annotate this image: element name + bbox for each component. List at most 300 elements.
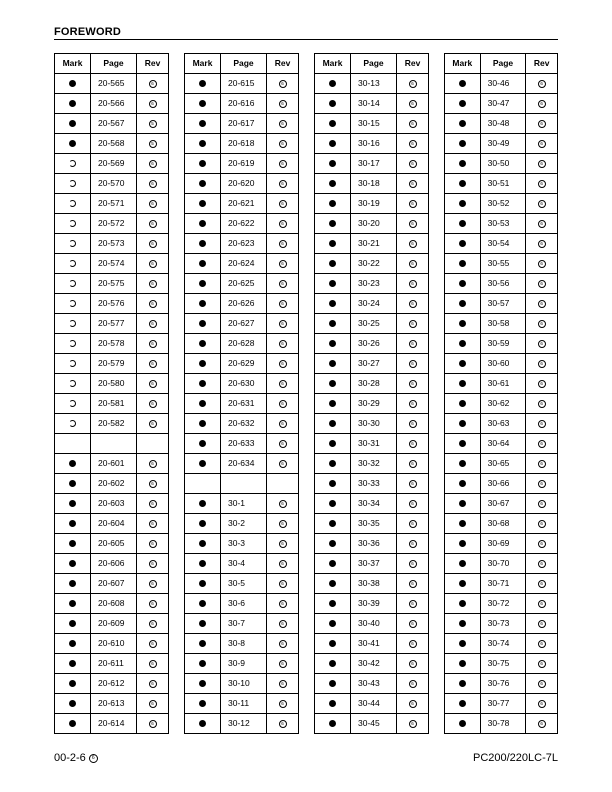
page-cell: 30-17 bbox=[351, 154, 397, 174]
revision-number-mark: 6 bbox=[409, 600, 417, 608]
filled-circle-mark-icon bbox=[459, 700, 466, 707]
rev-cell bbox=[397, 74, 429, 94]
table-row bbox=[445, 574, 558, 594]
page-cell: 30-13 bbox=[351, 74, 397, 94]
page-cell: 20-625 bbox=[221, 274, 267, 294]
page-cell: 20-617 bbox=[221, 114, 267, 134]
filled-circle-mark-icon bbox=[459, 360, 466, 367]
page-cell: 30-31 bbox=[351, 434, 397, 454]
table-row bbox=[185, 554, 299, 574]
table-row bbox=[185, 534, 299, 554]
mark-cell bbox=[55, 474, 91, 494]
table-row bbox=[315, 74, 429, 94]
revision-number-mark: 6 bbox=[538, 260, 546, 268]
rev-cell bbox=[267, 414, 299, 434]
page-cell: 30-73 bbox=[480, 614, 526, 634]
mark-cell bbox=[315, 434, 351, 454]
mark-cell bbox=[445, 334, 481, 354]
revision-number-mark: 6 bbox=[409, 680, 417, 688]
mark-cell bbox=[185, 434, 221, 454]
page-cell: 30-6 bbox=[221, 594, 267, 614]
mark-cell bbox=[55, 434, 91, 454]
rev-cell bbox=[267, 194, 299, 214]
revision-number-mark: 6 bbox=[538, 440, 546, 448]
mark-cell bbox=[445, 394, 481, 414]
revision-number-mark: 6 bbox=[149, 560, 157, 568]
rev-cell bbox=[397, 474, 429, 494]
revision-number-mark: 6 bbox=[279, 440, 287, 448]
filled-circle-mark-icon bbox=[329, 320, 336, 327]
filled-circle-mark-icon bbox=[329, 340, 336, 347]
page-cell: 30-25 bbox=[351, 314, 397, 334]
rev-cell bbox=[526, 594, 558, 614]
rev-cell bbox=[526, 654, 558, 674]
revision-number-mark: 6 bbox=[538, 360, 546, 368]
revision-number-mark: 5 bbox=[149, 120, 157, 128]
filled-circle-mark-icon bbox=[199, 500, 206, 507]
rev-cell bbox=[137, 94, 169, 114]
table-row bbox=[315, 354, 429, 374]
open-circle-mark-icon bbox=[69, 420, 76, 427]
revision-number-mark: 6 bbox=[409, 360, 417, 368]
revision-number-mark: 6 bbox=[279, 720, 287, 728]
open-circle-mark-icon bbox=[69, 180, 76, 187]
filled-circle-mark-icon bbox=[459, 260, 466, 267]
table-row bbox=[185, 134, 299, 154]
rev-cell bbox=[397, 254, 429, 274]
revision-number-mark: 6 bbox=[279, 680, 287, 688]
page-cell: 30-64 bbox=[480, 434, 526, 454]
page-cell: 30-72 bbox=[480, 594, 526, 614]
table-row bbox=[185, 374, 299, 394]
revision-number-mark: 6 bbox=[279, 540, 287, 548]
mark-cell bbox=[445, 694, 481, 714]
open-circle-mark-icon bbox=[69, 400, 76, 407]
open-circle-mark-icon bbox=[69, 240, 76, 247]
page-cell: 20-609 bbox=[91, 614, 137, 634]
mark-cell bbox=[185, 114, 221, 134]
rev-cell bbox=[137, 494, 169, 514]
rev-cell bbox=[526, 194, 558, 214]
filled-circle-mark-icon bbox=[199, 340, 206, 347]
page-cell: 30-8 bbox=[221, 634, 267, 654]
revision-number-mark: 6 bbox=[149, 80, 157, 88]
table-row bbox=[185, 474, 299, 494]
revision-table-4 bbox=[444, 53, 558, 734]
page-cell: 30-22 bbox=[351, 254, 397, 274]
mark-cell bbox=[315, 394, 351, 414]
rev-cell bbox=[526, 534, 558, 554]
mark-cell bbox=[445, 354, 481, 374]
mark-cell bbox=[185, 454, 221, 474]
filled-circle-mark-icon bbox=[199, 200, 206, 207]
rev-cell bbox=[397, 714, 429, 734]
rev-column-header: Rev bbox=[397, 54, 429, 74]
revision-number-mark: 6 bbox=[409, 380, 417, 388]
revision-number-mark: 6 bbox=[149, 460, 157, 468]
rev-cell bbox=[267, 654, 299, 674]
table-row bbox=[55, 234, 169, 254]
table-row bbox=[315, 374, 429, 394]
table-row bbox=[315, 154, 429, 174]
page-column-header: Page bbox=[480, 54, 526, 74]
page-cell: 30-3 bbox=[221, 534, 267, 554]
page-cell: 30-18 bbox=[351, 174, 397, 194]
revision-number-mark: 6 bbox=[409, 260, 417, 268]
page-cell: 20-604 bbox=[91, 514, 137, 534]
table-row bbox=[445, 254, 558, 274]
revision-number-mark: 6 bbox=[409, 140, 417, 148]
rev-cell bbox=[267, 394, 299, 414]
rev-cell bbox=[137, 294, 169, 314]
page-cell: 30-60 bbox=[480, 354, 526, 374]
table-row bbox=[445, 234, 558, 254]
revision-number-mark: 6 bbox=[149, 340, 157, 348]
filled-circle-mark-icon bbox=[199, 320, 206, 327]
page-cell: 30-55 bbox=[480, 254, 526, 274]
table-row bbox=[315, 234, 429, 254]
page-cell: 20-570 bbox=[91, 174, 137, 194]
filled-circle-mark-icon bbox=[329, 660, 336, 667]
page-column-header: Page bbox=[91, 54, 137, 74]
page-cell: 20-628 bbox=[221, 334, 267, 354]
rev-cell bbox=[137, 674, 169, 694]
filled-circle-mark-icon bbox=[199, 180, 206, 187]
open-circle-mark-icon bbox=[69, 260, 76, 267]
revision-number-mark: 6 bbox=[149, 180, 157, 188]
table-row bbox=[445, 494, 558, 514]
revision-number-mark: 6 bbox=[279, 380, 287, 388]
mark-cell bbox=[315, 94, 351, 114]
page-cell: 20-614 bbox=[91, 714, 137, 734]
rev-cell bbox=[526, 174, 558, 194]
page-cell: 20-577 bbox=[91, 314, 137, 334]
rev-cell bbox=[137, 614, 169, 634]
page-cell: 30-69 bbox=[480, 534, 526, 554]
mark-column-header: Mark bbox=[445, 54, 481, 74]
rev-cell bbox=[397, 114, 429, 134]
mark-cell bbox=[445, 94, 481, 114]
table-row bbox=[55, 94, 169, 114]
filled-circle-mark-icon bbox=[459, 300, 466, 307]
mark-cell bbox=[55, 74, 91, 94]
revision-number-mark: 6 bbox=[409, 220, 417, 228]
table-row bbox=[55, 474, 169, 494]
table-row bbox=[55, 374, 169, 394]
rev-column-header: Rev bbox=[137, 54, 169, 74]
rev-cell bbox=[397, 134, 429, 154]
rev-cell bbox=[267, 614, 299, 634]
filled-circle-mark-icon bbox=[329, 380, 336, 387]
table-row bbox=[315, 594, 429, 614]
page-cell: 20-616 bbox=[221, 94, 267, 114]
table-row bbox=[55, 74, 169, 94]
revision-number-mark: 6 bbox=[409, 80, 417, 88]
revision-number-mark: 6 bbox=[538, 200, 546, 208]
table-row bbox=[185, 334, 299, 354]
filled-circle-mark-icon bbox=[69, 140, 76, 147]
revision-number-mark: 6 bbox=[538, 540, 546, 548]
page-cell: 30-45 bbox=[351, 714, 397, 734]
rev-cell bbox=[526, 634, 558, 654]
rev-cell bbox=[267, 174, 299, 194]
rev-cell bbox=[137, 454, 169, 474]
rev-cell bbox=[526, 374, 558, 394]
revision-number-mark: 6 bbox=[538, 420, 546, 428]
rev-column-header: Rev bbox=[526, 54, 558, 74]
rev-cell bbox=[526, 714, 558, 734]
revision-number-mark: 6 bbox=[538, 240, 546, 248]
revision-number-mark: 6 bbox=[149, 600, 157, 608]
mark-cell bbox=[315, 134, 351, 154]
page-cell: 20-620 bbox=[221, 174, 267, 194]
page-cell: 30-59 bbox=[480, 334, 526, 354]
rev-cell bbox=[137, 654, 169, 674]
revision-number-mark: 6 bbox=[279, 620, 287, 628]
mark-column-header: Mark bbox=[315, 54, 351, 74]
table-row bbox=[55, 494, 169, 514]
mark-cell bbox=[55, 454, 91, 474]
table-row bbox=[445, 454, 558, 474]
mark-cell bbox=[445, 554, 481, 574]
mark-cell bbox=[315, 74, 351, 94]
table-row bbox=[55, 294, 169, 314]
table-row bbox=[185, 494, 299, 514]
revision-number-mark: 6 bbox=[149, 640, 157, 648]
rev-cell bbox=[526, 254, 558, 274]
mark-cell bbox=[445, 274, 481, 294]
filled-circle-mark-icon bbox=[329, 620, 336, 627]
table-row bbox=[185, 274, 299, 294]
page-cell: 30-20 bbox=[351, 214, 397, 234]
mark-cell bbox=[185, 174, 221, 194]
revision-number-mark: 6 bbox=[149, 700, 157, 708]
rev-cell bbox=[137, 434, 169, 454]
revision-number-mark: 6 bbox=[409, 320, 417, 328]
revision-number-mark: 6 bbox=[279, 320, 287, 328]
rev-cell bbox=[397, 674, 429, 694]
revision-table-2 bbox=[184, 53, 299, 734]
footer-page-number bbox=[54, 752, 98, 764]
table-row bbox=[445, 194, 558, 214]
table-row bbox=[55, 114, 169, 134]
mark-cell bbox=[315, 254, 351, 274]
revision-number-mark: 6 bbox=[409, 500, 417, 508]
filled-circle-mark-icon bbox=[329, 400, 336, 407]
table-row bbox=[445, 74, 558, 94]
revision-number-mark: 6 bbox=[149, 420, 157, 428]
filled-circle-mark-icon bbox=[199, 240, 206, 247]
filled-circle-mark-icon bbox=[69, 120, 76, 127]
mark-column-header: Mark bbox=[55, 54, 91, 74]
mark-cell bbox=[315, 454, 351, 474]
page-cell: 30-70 bbox=[480, 554, 526, 574]
page-cell: 30-49 bbox=[480, 134, 526, 154]
revision-number-mark: 6 bbox=[409, 420, 417, 428]
table-row bbox=[445, 294, 558, 314]
table-row bbox=[445, 714, 558, 734]
page-cell: 30-44 bbox=[351, 694, 397, 714]
page-cell: 30-28 bbox=[351, 374, 397, 394]
mark-cell bbox=[185, 154, 221, 174]
page-cell: 30-10 bbox=[221, 674, 267, 694]
table-row bbox=[445, 354, 558, 374]
filled-circle-mark-icon bbox=[329, 220, 336, 227]
rev-cell bbox=[267, 114, 299, 134]
filled-circle-mark-icon bbox=[459, 160, 466, 167]
page-cell: 30-2 bbox=[221, 514, 267, 534]
rev-cell bbox=[137, 694, 169, 714]
table-row bbox=[315, 614, 429, 634]
rev-cell bbox=[526, 394, 558, 414]
page-cell: 30-63 bbox=[480, 414, 526, 434]
revision-number-mark: 6 bbox=[409, 520, 417, 528]
filled-circle-mark-icon bbox=[69, 600, 76, 607]
revision-number-mark: 6 bbox=[409, 620, 417, 628]
page-cell: 20-606 bbox=[91, 554, 137, 574]
table-header-row bbox=[315, 54, 429, 74]
table-row bbox=[315, 454, 429, 474]
filled-circle-mark-icon bbox=[329, 100, 336, 107]
rev-cell bbox=[397, 294, 429, 314]
page-cell: 30-21 bbox=[351, 234, 397, 254]
rev-cell bbox=[526, 574, 558, 594]
filled-circle-mark-icon bbox=[459, 560, 466, 567]
filled-circle-mark-icon bbox=[69, 520, 76, 527]
page-cell: 30-34 bbox=[351, 494, 397, 514]
mark-cell bbox=[315, 614, 351, 634]
filled-circle-mark-icon bbox=[329, 160, 336, 167]
revision-number-mark: 6 bbox=[538, 180, 546, 188]
rev-cell bbox=[526, 434, 558, 454]
mark-cell bbox=[185, 214, 221, 234]
revision-number-mark: 6 bbox=[409, 480, 417, 488]
filled-circle-mark-icon bbox=[459, 320, 466, 327]
page-cell: 20-621 bbox=[221, 194, 267, 214]
rev-cell bbox=[267, 554, 299, 574]
table-row bbox=[315, 394, 429, 414]
page-cell: 20-574 bbox=[91, 254, 137, 274]
revision-number-mark: 6 bbox=[279, 100, 287, 108]
rev-cell bbox=[397, 694, 429, 714]
mark-cell bbox=[55, 674, 91, 694]
filled-circle-mark-icon bbox=[329, 300, 336, 307]
page-cell: 20-578 bbox=[91, 334, 137, 354]
mark-cell bbox=[55, 194, 91, 214]
revision-number-mark: 6 bbox=[279, 360, 287, 368]
revision-number-mark: 6 bbox=[279, 140, 287, 148]
revision-number-mark: 6 bbox=[538, 680, 546, 688]
revision-number-mark: 6 bbox=[149, 720, 157, 728]
filled-circle-mark-icon bbox=[459, 240, 466, 247]
page-title: FOREWORD bbox=[54, 26, 121, 38]
table-header-row bbox=[185, 54, 299, 74]
table-row bbox=[315, 134, 429, 154]
table-row bbox=[445, 174, 558, 194]
revision-number-mark: 6 bbox=[409, 120, 417, 128]
mark-cell bbox=[55, 94, 91, 114]
table-row bbox=[445, 594, 558, 614]
revision-number-mark: 6 bbox=[279, 340, 287, 348]
rev-cell bbox=[397, 334, 429, 354]
table-row bbox=[445, 414, 558, 434]
mark-cell bbox=[185, 654, 221, 674]
table-row bbox=[185, 694, 299, 714]
table-row bbox=[185, 714, 299, 734]
filled-circle-mark-icon bbox=[199, 520, 206, 527]
rev-cell bbox=[397, 554, 429, 574]
revision-number-mark: 6 bbox=[538, 500, 546, 508]
open-circle-mark-icon bbox=[69, 340, 76, 347]
mark-cell bbox=[445, 214, 481, 234]
table-row bbox=[55, 594, 169, 614]
mark-cell bbox=[445, 594, 481, 614]
page-cell bbox=[221, 474, 267, 494]
table-row bbox=[55, 534, 169, 554]
page-cell: 20-612 bbox=[91, 674, 137, 694]
revision-number-mark: 6 bbox=[279, 580, 287, 588]
rev-cell bbox=[137, 594, 169, 614]
mark-cell bbox=[445, 74, 481, 94]
rev-cell bbox=[267, 534, 299, 554]
revision-number-mark: 6 bbox=[538, 400, 546, 408]
filled-circle-mark-icon bbox=[199, 600, 206, 607]
table-row bbox=[315, 254, 429, 274]
revision-number-mark: 6 bbox=[149, 280, 157, 288]
table-row bbox=[55, 194, 169, 214]
table-row bbox=[445, 434, 558, 454]
filled-circle-mark-icon bbox=[199, 280, 206, 287]
revision-number-mark: 6 bbox=[538, 80, 546, 88]
revision-number-mark: 6 bbox=[409, 700, 417, 708]
page-cell: 30-67 bbox=[480, 494, 526, 514]
mark-cell bbox=[185, 674, 221, 694]
mark-cell bbox=[315, 474, 351, 494]
table-row bbox=[55, 314, 169, 334]
rev-cell bbox=[267, 374, 299, 394]
filled-circle-mark-icon bbox=[329, 580, 336, 587]
rev-cell bbox=[267, 274, 299, 294]
rev-cell bbox=[526, 334, 558, 354]
table-row bbox=[445, 694, 558, 714]
table-row bbox=[185, 234, 299, 254]
filled-circle-mark-icon bbox=[329, 540, 336, 547]
revision-number-mark: 6 bbox=[538, 340, 546, 348]
rev-cell bbox=[267, 294, 299, 314]
rev-cell bbox=[397, 614, 429, 634]
mark-cell bbox=[445, 454, 481, 474]
page-cell: 20-633 bbox=[221, 434, 267, 454]
table-row bbox=[185, 174, 299, 194]
revision-number-mark: 6 bbox=[149, 360, 157, 368]
page-cell: 30-78 bbox=[480, 714, 526, 734]
page-cell: 30-37 bbox=[351, 554, 397, 574]
revision-number-mark: 6 bbox=[279, 700, 287, 708]
page-cell: 30-50 bbox=[480, 154, 526, 174]
filled-circle-mark-icon bbox=[199, 700, 206, 707]
mark-cell bbox=[315, 534, 351, 554]
mark-cell bbox=[55, 714, 91, 734]
mark-cell bbox=[55, 634, 91, 654]
revision-number-mark: 6 bbox=[279, 600, 287, 608]
mark-cell bbox=[445, 494, 481, 514]
revision-number-mark: 6 bbox=[149, 520, 157, 528]
revision-number-mark: 6 bbox=[409, 160, 417, 168]
page-cell: 30-41 bbox=[351, 634, 397, 654]
rev-cell bbox=[397, 594, 429, 614]
page-cell: 30-74 bbox=[480, 634, 526, 654]
revision-number-mark: 6 bbox=[279, 120, 287, 128]
